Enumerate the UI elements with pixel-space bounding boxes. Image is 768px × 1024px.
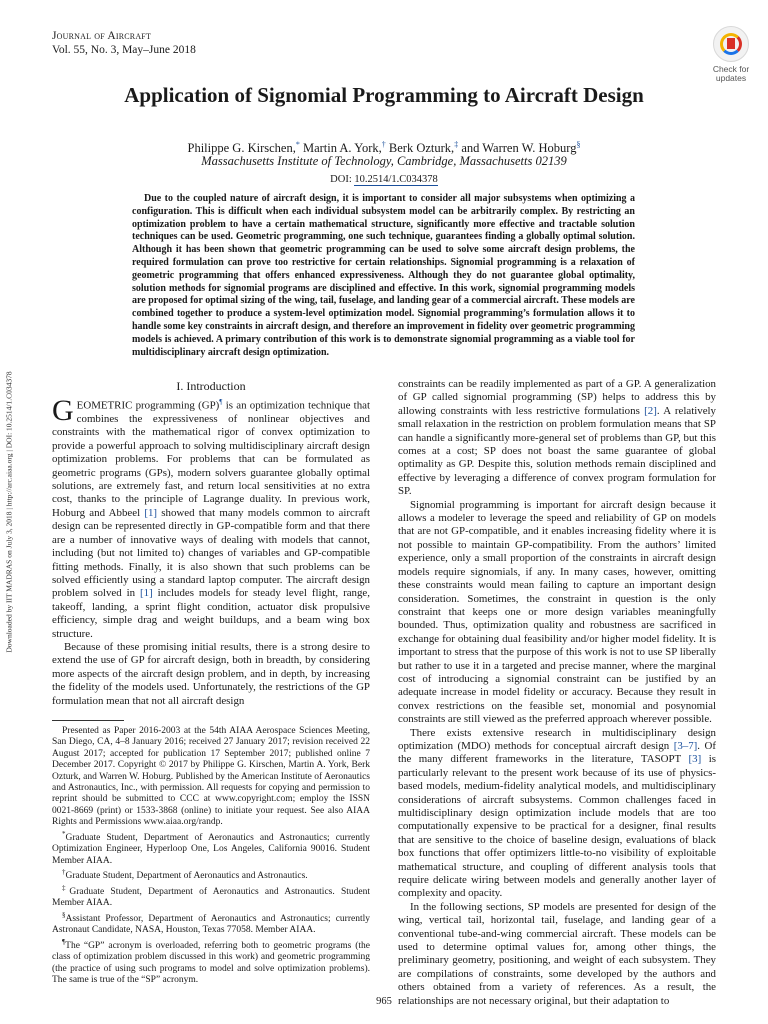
left-column: [52, 378, 370, 708]
volume-issue: Vol. 55, No. 3, May–June 2018: [52, 44, 196, 56]
paragraph-text: . Of the many different frameworks in the literature, TASOPT: [398, 739, 716, 766]
author-name: and Warren W. Hoburg: [458, 141, 577, 156]
download-watermark: [3, 336, 15, 688]
author-name: Philippe G. Kirschen,: [187, 141, 296, 156]
paragraph-text: is an optimization technique that combines the expressiveness of nonlinear objectives and constraints with the mathematical rigor of convex optimization to provide a powerful approach to solving multidisciplinary aircraft design optimization problems. For problems that can be formulated as geometric programs (GPs), modern solvers guarantee globally optimal solutions, are extremely fast, and return local sensitivities at no extra cost, thanks to the principle of Lagrange duality. In previous work, Hoburg and Abbeel: [52, 399, 370, 519]
intro-paragraph-4: Signomial programming is important for aircraft design because it allows a modeler to leverage the speed and reliability of GP on models that are not GP-compatible, and it enables increasing fidelity where it is not possible to maintain GP-compatibility. From the authors’ limited experience, only a small proportion of the constraints in aircraft design models require signomials, if any. In many cases, however, omitting these constraints would mean failing to capture an important design consideration. Sometimes, the constraint in question is the only constraint that keeps one or more design variables meaningfully bounded. Thus, optimization quality and robustness are sacrificed in exchange for obtaining dual feasibility and/or higher model fidelity. It is important to stress that the purpose of this work is not to use SP liberally but rather to use it in a targeted and precise manner, where the marginal cost of introducing a signomial constraint can be justified by an adequate increase in model fidelity or accuracy. Because they result in convex restrictions on the feasible set, monomial and posynomial constraints are still viewed as the preferred approach wherever possible.: [398, 498, 716, 726]
intro-paragraph-6: In the following sections, SP models are presented for design of the wing, vertical tail, horizontal tail, fuselage, and landing gear of a conventional tube-and-wing commercial aircraft. These models can be used to determine optimal values for, among other things, the preliminary geometry, positioning, and weight of each subsystem. They are compilations of constraints, some developed by the authors and others obtained from a variety of references. As a result, the relationships are not necessary original, but their adaptation to: [398, 900, 716, 1007]
footnote-3: ‡Graduate Student, Department of Aeronautics and Astronautics. Student Member AIAA.: [52, 883, 371, 909]
affiliation: Massachusetts Institute of Technology, Cambridge, Massachusetts 02139: [201, 154, 567, 168]
citation-link[interactable]: [3]: [688, 753, 702, 766]
paragraph-text: . A relatively small relaxation in the restriction on problem formulation means that SP can handle a significantly more-general set of problems than GP, but this comes at a cost; SP does not boast the same guarantee of global optimality as GP. Despite this, solution methods remain disciplined and effective by leveraging a difference of convex program formulation for SP.: [398, 404, 716, 498]
section-heading: I. Introduction: [176, 379, 246, 393]
footnote-divider: [52, 720, 124, 721]
author-name: Berk Ozturk,: [385, 141, 455, 156]
footnote-2: †Graduate Student, Department of Aeronautics and Astronautics.: [62, 868, 308, 882]
author-name: Martin A. York,: [299, 141, 382, 156]
paragraph-text: constraints can be readily implemented as part of a GP. A generalization of GP called signomial programming (SP) helps to address this by allowing constraints with less restrictive formulations: [398, 378, 716, 417]
footnote-link[interactable]: ¶: [219, 398, 223, 406]
doi-line: [0, 173, 768, 187]
drop-cap: G: [52, 394, 74, 427]
doi-label: DOI:: [330, 174, 355, 185]
intro-paragraph-2: Because of these promising initial results, there is a strong desire to extend the use of GP for aircraft design, both in breadth, by considering more aspects of the aircraft design problem, and in depth, by increasing the fidelity of the models used. Unfortunately, the restrictions of the GP formulation mean that not all aircraft design: [52, 640, 370, 707]
paragraph-text: EOMETRIC programming (GP): [76, 399, 220, 412]
check-updates-icon: [713, 26, 749, 62]
journal-header: [52, 29, 196, 57]
footnote-4: §Assistant Professor, Department of Aeronautics and Astronautics; currently Astronaut Candidate, NASA, Houston, Texas 77058. Member AIAA.: [52, 910, 370, 936]
intro-paragraph-3: [398, 378, 716, 499]
right-column: [398, 378, 716, 1008]
intro-paragraph-5: [398, 727, 716, 901]
author-footnote-link[interactable]: §: [576, 140, 581, 149]
abstract: Due to the coupled nature of aircraft design, it is important to consider all major subsystems when optimizing a configuration. This is difficult when each individual subsystem model can be arbitrarily complex. By restricting an optimization problem to have a certain mathematical structure, significantly more effective and tractable solution techniques can be used. Geometric programming, one such technique, guarantees finding a globally optimal solution. Although it has been shown that geometric programming can be used to solve some aircraft design problems, the required formulation can prove too restrictive for certain relationships. Signomial programming is a relaxation of geometric programming that offers enhanced expressiveness. Although they do not guarantee global optimality, solution methods for signomial programs are disciplined and effective. In this work, signomial programming models are proposed for optimal sizing of the wing, tail, fuselage, and landing gear of a commercial aircraft. These models are combined together to produce a system-level optimization model. Signomial programming’s formulation allows it to handle some key constraints in aircraft design, and therefore an improvement in fidelity over geometric programming models is achieved. A primary contribution of this work is to demonstrate signomial programming as a viable tool for multidisciplinary aircraft design optimization.: [132, 193, 635, 358]
footnote-received: Presented as Paper 2016-2003 at the 54th AIAA Aerospace Sciences Meeting, San Diego, CA, 4–8 January 2016; received 27 January 2017; revision received 22 August 2017; accepted for publication 17 September 2017; published online 7 December 2017. Copyright © 2017 by Philippe G. Kirschen, Martin A. York, Berk Ozturk, and Warren W. Hoburg. Published by the American Institute of Aeronautics and Astronautics, Inc., with permission. All requests for copying and permission to reprint should be submitted to CCC at www.copyright.com; employ the ISSN 0021-8669 (print) or 1533-3868 (online) to initiate your request. See also AIAA Rights and Permissions www.aiaa.org/randp.: [52, 726, 370, 828]
citation-link[interactable]: [1]: [140, 587, 153, 600]
doi-link[interactable]: 10.2514/1.C034378: [354, 174, 438, 185]
intro-paragraph-1: [52, 396, 370, 641]
footnote-5: ¶The “GP” acronym is overloaded, referring both to geometric programs (the class of optimization problem discussed in this work) and geometric programming (the practice of using such programs to model and solve optimization problems). The same is true of the “SP” acronym.: [52, 937, 370, 985]
paragraph-text: includes models for steady level flight, range, takeoff, landing, a sprint flight condition, actuator disk propulsive efficiency, simple drag and weight buildups, and a beam wing box structure.: [52, 587, 370, 640]
paper-title: Application of Signomial Programming to Aircraft Design: [124, 83, 644, 107]
citation-link[interactable]: [3–7]: [673, 739, 698, 752]
paragraph-text: There exists extensive research in multidisciplinary design optimization (MDO) methods for conceptual aircraft design: [398, 726, 716, 752]
paragraph-text: is particularly relevant to the present work because of its use of physics-based models, medium-fidelity analytical models, and multidisciplinary considerations of aircraft subsystems. Common challenges faced in multidisciplinary design optimization include models that are too computationally expensive to be practical for a designer, final results that are sensitive to the choice of baseline design, evaluations of black box functions that offer optimizers little-to-no visibility of exploitable mathematical structure, and coupling of different analysis tools that require delicate wiring between models and generally another layer of complexity and opacity.: [398, 753, 716, 900]
citation-link[interactable]: [1]: [144, 506, 158, 519]
paragraph-text: showed that many models common to aircraft design can be represented directly in GP-compatible form and that there are a number of innovative ways of dealing with models that cannot, including (but not limited to) changes of variables and GP-compatible fitting methods. Finally, it is also shown that such problems can be solved efficiently using a standard laptop computer. The aircraft design problem solved in: [52, 506, 370, 600]
footnotes: [52, 726, 370, 986]
badge-label-line2: updates: [715, 73, 747, 83]
check-for-updates-badge[interactable]: [700, 26, 762, 83]
author-footnote-link[interactable]: †: [381, 140, 386, 149]
citation-link[interactable]: [2]: [644, 404, 657, 417]
footnote-1: *Graduate Student, Department of Aeronautics and Astronautics; currently Optimization Engineer, Hyperloop One, Los Angeles, California 90016. Student Member AIAA.: [52, 829, 370, 866]
author-footnote-link[interactable]: *: [295, 140, 300, 149]
page-number: 965: [376, 996, 392, 1007]
download-watermark-text: Downloaded by IIT MADRAS on July 3, 2018 | http://arc.aiaa.org | DOI: 10.2514/1.C034378: [4, 371, 14, 653]
author-footnote-link[interactable]: ‡: [454, 140, 459, 149]
journal-name: Journal of Aircraft: [52, 30, 152, 42]
badge-label-line1: Check for: [712, 64, 750, 74]
